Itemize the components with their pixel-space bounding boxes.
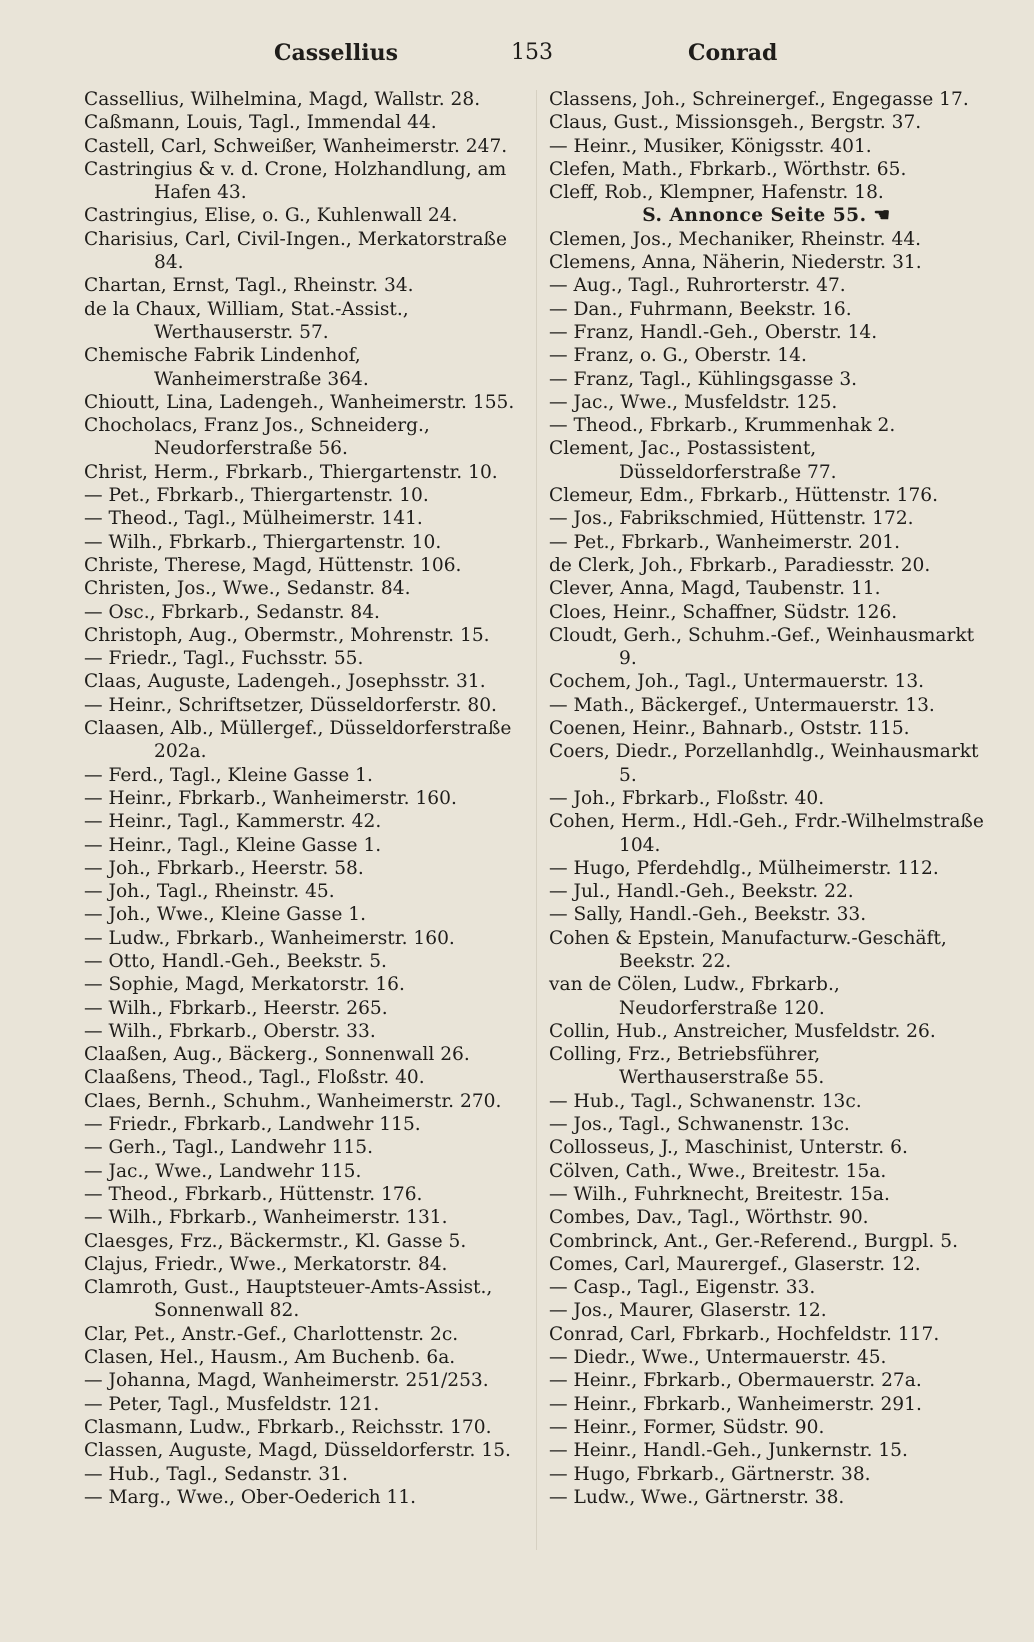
directory-entry: Chartan, Ernst, Tagl., Rheinstr. 34.: [84, 275, 414, 297]
directory-entry: Christoph, Aug., Obermstr., Mohrenstr. 15.: [84, 624, 490, 646]
directory-entry: — Heinr., Former, Südstr. 90.: [549, 1416, 825, 1438]
directory-entry: Clar, Pet., Anstr.-Gef., Charlottenstr. 2c.: [84, 1323, 459, 1345]
directory-entry: Coers, Diedr., Porzellanhdlg., Weinhausmarkt 5.: [549, 741, 979, 786]
directory-entry: Collosseus, J., Maschinist, Unterstr. 6.: [549, 1137, 908, 1159]
directory-entry: Cohen & Epstein, Manufacturw.-Geschäft, Beekstr. 22.: [549, 927, 947, 972]
directory-entry: — Heinr., Fbrkarb., Obermauerstr. 27a.: [549, 1370, 922, 1392]
directory-entry: Caßmann, Louis, Tagl., Immendal 44.: [84, 112, 437, 134]
directory-entry: van de Cölen, Ludw., Fbrkarb., Neudorferstraße 120.: [549, 974, 840, 1019]
directory-entry: Chemische Fabrik Lindenhof, Wanheimerstraße 364.: [84, 345, 369, 390]
directory-entry: Cloes, Heinr., Schaffner, Südstr. 126.: [549, 601, 898, 623]
directory-entry: — Otto, Handl.-Geh., Beekstr. 5.: [84, 950, 387, 972]
directory-entry: Claas, Auguste, Ladengeh., Josephsstr. 31.: [84, 671, 486, 693]
header-left-guide-word: Cassellius: [274, 40, 398, 66]
directory-entry: — Hub., Tagl., Sedanstr. 31.: [84, 1463, 348, 1485]
directory-entry: Conrad, Carl, Fbrkarb., Hochfeldstr. 117.: [549, 1323, 940, 1345]
directory-entry: Charisius, Carl, Civil-Ingen., Merkatorstraße 84.: [84, 228, 507, 274]
directory-entry: — Heinr., Musiker, Königsstr. 401.: [549, 135, 872, 157]
page-number: 153: [511, 40, 553, 65]
directory-entry: Castringius & v. d. Crone, Holzhandlung, am Hafen 43.: [84, 158, 507, 204]
directory-entry: Cloudt, Gerh., Schuhm.-Gef., Weinhausmarkt 9.: [549, 624, 975, 670]
directory-entry: — Heinr., Fbrkarb., Wanheimerstr. 160.: [84, 787, 457, 809]
directory-entry: — Jac., Wwe., Landwehr 115.: [84, 1160, 362, 1182]
directory-entry: de la Chaux, William, Stat.-Assist., Werthauserstr. 57.: [84, 298, 409, 343]
directory-entry: Claaßens, Theod., Tagl., Floßstr. 40.: [84, 1067, 425, 1089]
directory-entry: Coenen, Heinr., Bahnarb., Oststr. 115.: [549, 718, 910, 740]
directory-entry: Clemeur, Edm., Fbrkarb., Hüttenstr. 176.: [549, 485, 939, 507]
directory-entry: de Clerk, Joh., Fbrkarb., Paradiesstr. 20.: [549, 554, 931, 576]
directory-entry: Christ, Herm., Fbrkarb., Thiergartenstr. 10.: [84, 461, 498, 483]
directory-entry: — Franz, Tagl., Kühlingsgasse 3.: [549, 368, 858, 390]
directory-entry: — Gerh., Tagl., Landwehr 115.: [84, 1137, 373, 1159]
directory-entry: — Ludw., Wwe., Gärtnerstr. 38.: [549, 1486, 845, 1508]
directory-entry: — Friedr., Fbrkarb., Landwehr 115.: [84, 1114, 421, 1136]
directory-entry: — Heinr., Handl.-Geh., Junkernstr. 15.: [549, 1440, 908, 1462]
directory-entry: Clemens, Anna, Näherin, Niederstr. 31.: [549, 252, 922, 274]
directory-entry: Clever, Anna, Magd, Taubenstr. 11.: [549, 578, 881, 600]
directory-entry: Collin, Hub., Anstreicher, Musfeldstr. 26.: [549, 1020, 936, 1042]
column-divider: [536, 90, 537, 1550]
directory-entry: Cochem, Joh., Tagl., Untermauerstr. 13.: [549, 671, 925, 693]
directory-entry: Classens, Joh., Schreinergef., Engegasse 17.: [549, 89, 969, 110]
directory-entry: — Osc., Fbrkarb., Sedanstr. 84.: [84, 601, 380, 623]
header-right-guide-word: Conrad: [688, 40, 778, 66]
directory-entry: — Wilh., Fbrkarb., Wanheimerstr. 131.: [84, 1207, 448, 1229]
directory-entry: Claesges, Frz., Bäckermstr., Kl. Gasse 5.: [84, 1230, 467, 1252]
directory-entry: — Jos., Maurer, Glaserstr. 12.: [549, 1300, 827, 1322]
directory-entry: — Aug., Tagl., Ruhrorterstr. 47.: [549, 275, 846, 297]
directory-entry: Castell, Carl, Schweißer, Wanheimerstr. 247.: [84, 135, 508, 157]
directory-entry: Castringius, Elise, o. G., Kuhlenwall 24.: [84, 205, 458, 227]
directory-entry: — Friedr., Tagl., Fuchsstr. 55.: [84, 648, 364, 670]
directory-entry: S. Annonce Seite 55. ☚: [642, 205, 891, 227]
directory-entry: — Theod., Tagl., Mülheimerstr. 141.: [84, 508, 423, 530]
directory-entry: — Wilh., Fbrkarb., Oberstr. 33.: [84, 1020, 376, 1042]
directory-entry: Cohen, Herm., Hdl.-Geh., Frdr.-Wilhelmstraße 104.: [549, 811, 984, 856]
directory-entry: — Joh., Fbrkarb., Floßstr. 40.: [549, 787, 825, 809]
page-header: [84, 40, 964, 80]
directory-entry: — Hugo, Pferdehdlg., Mülheimerstr. 112.: [549, 857, 939, 879]
directory-entry: Clefen, Math., Fbrkarb., Wörthstr. 65.: [549, 158, 907, 180]
directory-entry: Cassellius, Wilhelmina, Magd, Wallstr. 28.: [84, 89, 481, 110]
directory-entry: — Diedr., Wwe., Untermauerstr. 45.: [549, 1347, 887, 1369]
directory-entry: — Heinr., Schriftsetzer, Düsseldorferstr. 80.: [84, 694, 497, 716]
directory-entry: — Pet., Fbrkarb., Wanheimerstr. 201.: [549, 531, 901, 553]
left-column: [84, 88, 519, 1509]
directory-entry: Claus, Gust., Missionsgeh., Bergstr. 37.: [549, 112, 922, 134]
directory-entry: — Hub., Tagl., Schwanenstr. 13c.: [549, 1090, 862, 1112]
directory-entry: Clement, Jac., Postassistent, Düsseldorferstraße 77.: [549, 438, 837, 483]
directory-entry: — Sophie, Magd, Merkatorstr. 16.: [84, 974, 405, 996]
directory-entry: — Joh., Tagl., Rheinstr. 45.: [84, 881, 335, 903]
directory-entry: — Ludw., Fbrkarb., Wanheimerstr. 160.: [84, 927, 455, 949]
directory-entry: Christe, Therese, Magd, Hüttenstr. 106.: [84, 554, 462, 576]
directory-entry: Combes, Dav., Tagl., Wörthstr. 90.: [549, 1207, 869, 1229]
directory-entry: — Joh., Fbrkarb., Heerstr. 58.: [84, 857, 364, 879]
directory-entry: — Dan., Fuhrmann, Beekstr. 16.: [549, 298, 852, 320]
directory-entry: — Franz, o. G., Oberstr. 14.: [549, 345, 807, 367]
directory-entry: — Theod., Fbrkarb., Hüttenstr. 176.: [84, 1183, 423, 1205]
directory-entry: — Heinr., Fbrkarb., Wanheimerstr. 291.: [549, 1393, 922, 1415]
directory-entry: — Sally, Handl.-Geh., Beekstr. 33.: [549, 904, 867, 926]
directory-entry: — Marg., Wwe., Ober-Oederich 11.: [84, 1486, 417, 1508]
directory-entry: — Jac., Wwe., Musfeldstr. 125.: [549, 391, 838, 413]
directory-entry: Clajus, Friedr., Wwe., Merkatorstr. 84.: [84, 1253, 448, 1275]
directory-entry: Claes, Bernh., Schuhm., Wanheimerstr. 270.: [84, 1090, 502, 1112]
directory-entry: Colling, Frz., Betriebsführer, Werthauserstraße 55.: [549, 1044, 825, 1089]
directory-entry: Christen, Jos., Wwe., Sedanstr. 84.: [84, 578, 411, 600]
directory-entry: Claasen, Alb., Müllergef., Düsseldorferstraße 202a.: [84, 718, 512, 763]
directory-entry: Classen, Auguste, Magd, Düsseldorferstr. 15.: [84, 1440, 511, 1462]
directory-entry: — Heinr., Tagl., Kammerstr. 42.: [84, 811, 382, 833]
directory-entry: Chioutt, Lina, Ladengeh., Wanheimerstr. 155.: [84, 391, 515, 413]
right-column: [549, 88, 984, 1509]
directory-entry: Clemen, Jos., Mechaniker, Rheinstr. 44.: [549, 228, 922, 250]
directory-entry: — Wilh., Fbrkarb., Thiergartenstr. 10.: [84, 531, 442, 553]
directory-entry: — Theod., Fbrkarb., Krummenhak 2.: [549, 415, 896, 437]
directory-entry: Comes, Carl, Maurergef., Glaserstr. 12.: [549, 1253, 921, 1275]
directory-entry: Claaßen, Aug., Bäckerg., Sonnenwall 26.: [84, 1044, 470, 1066]
directory-entry: — Franz, Handl.-Geh., Oberstr. 14.: [549, 321, 878, 343]
directory-entry: Clamroth, Gust., Hauptsteuer-Amts-Assist., Sonnenwall 82.: [84, 1277, 493, 1322]
directory-entry: — Math., Bäckergef., Untermauerstr. 13.: [549, 694, 935, 716]
directory-entry: — Jul., Handl.-Geh., Beekstr. 22.: [549, 881, 854, 903]
directory-entry: — Pet., Fbrkarb., Thiergartenstr. 10.: [84, 485, 429, 507]
directory-entry: — Jos., Tagl., Schwanenstr. 13c.: [549, 1114, 850, 1136]
directory-entry: — Wilh., Fbrkarb., Heerstr. 265.: [84, 997, 388, 1019]
directory-entry: Combrinck, Ant., Ger.-Referend., Burgpl. 5.: [549, 1230, 958, 1252]
directory-entry: Chocholacs, Franz Jos., Schneiderg., Neudorferstraße 56.: [84, 415, 430, 460]
directory-entry: — Casp., Tagl., Eigenstr. 33.: [549, 1277, 816, 1299]
directory-entry: — Ferd., Tagl., Kleine Gasse 1.: [84, 764, 373, 786]
directory-entry: Cölven, Cath., Wwe., Breitestr. 15a.: [549, 1160, 887, 1182]
directory-entry: — Heinr., Tagl., Kleine Gasse 1.: [84, 834, 382, 856]
directory-entry: — Hugo, Fbrkarb., Gärtnerstr. 38.: [549, 1463, 871, 1485]
directory-entry: — Johanna, Magd, Wanheimerstr. 251/253.: [84, 1370, 489, 1392]
directory-entry: — Wilh., Fuhrknecht, Breitestr. 15a.: [549, 1183, 890, 1205]
directory-entry: — Jos., Fabrikschmied, Hüttenstr. 172.: [549, 508, 914, 530]
directory-entry: Clasmann, Ludw., Fbrkarb., Reichsstr. 170.: [84, 1416, 492, 1438]
directory-entry: — Peter, Tagl., Musfeldstr. 121.: [84, 1393, 380, 1415]
directory-entry: Clasen, Hel., Hausm., Am Buchenb. 6a.: [84, 1347, 456, 1369]
directory-entry: — Joh., Wwe., Kleine Gasse 1.: [84, 904, 366, 926]
directory-entry: Cleff, Rob., Klempner, Hafenstr. 18.: [549, 182, 884, 204]
